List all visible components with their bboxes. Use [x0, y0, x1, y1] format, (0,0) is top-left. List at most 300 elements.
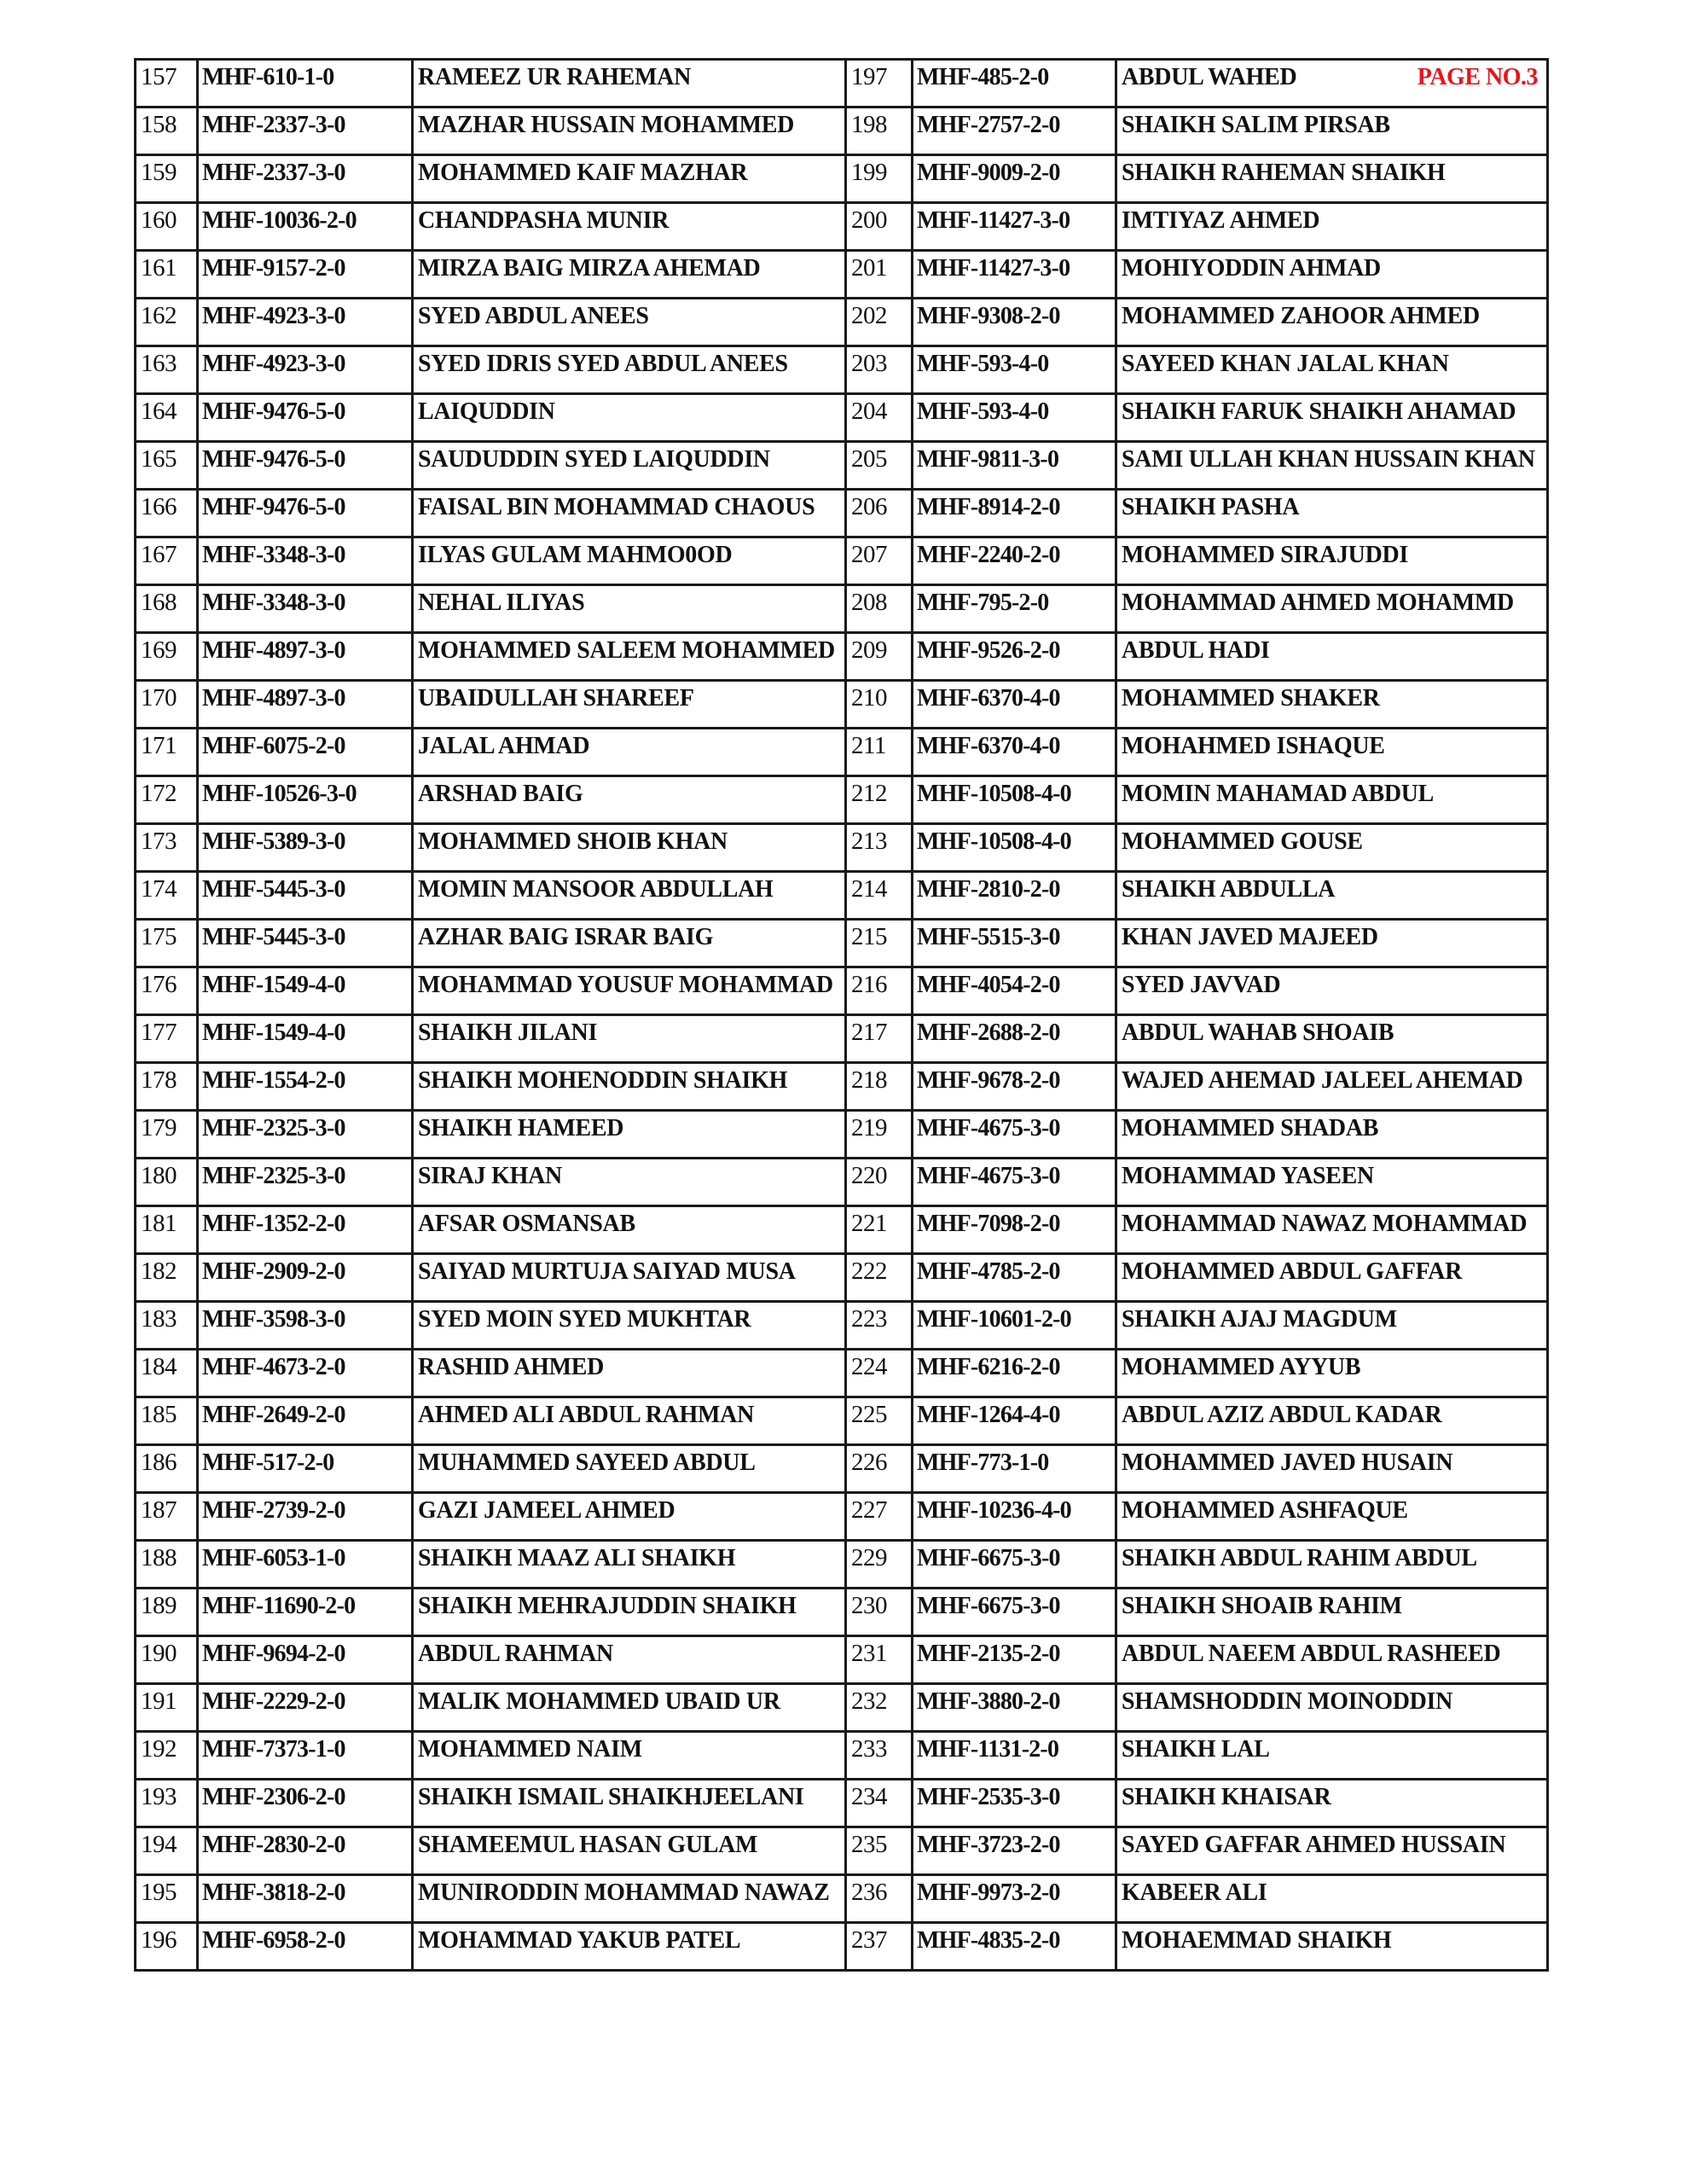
member-name: MALIK MOHAMMED UBAID UR — [418, 1688, 780, 1715]
mhf-number: MHF-8914-2-0 — [917, 494, 1060, 520]
member-name: SAYEED KHAN JALAL KHAN — [1122, 351, 1449, 377]
mhf-number-cell — [913, 1923, 1116, 1971]
mhf-number: MHF-7373-1-0 — [202, 1736, 345, 1763]
mhf-number: MHF-6075-2-0 — [202, 733, 345, 759]
mhf-number-cell — [198, 1875, 413, 1923]
serial-number: 207 — [851, 541, 887, 568]
serial-number: 171 — [141, 732, 177, 759]
member-name: KHAN JAVED MAJEED — [1122, 924, 1378, 950]
member-name: ARSHAD BAIG — [418, 781, 583, 807]
table-row — [136, 1780, 1548, 1827]
mhf-number: MHF-795-2-0 — [917, 590, 1049, 616]
serial-number: 229 — [851, 1544, 887, 1571]
member-name: MAZHAR HUSSAIN MOHAMMED — [418, 112, 795, 138]
member-name-cell — [413, 1397, 846, 1445]
serial-number-cell — [136, 155, 198, 203]
member-name-cell — [1116, 729, 1548, 776]
serial-number-cell — [846, 681, 913, 729]
serial-number: 212 — [851, 780, 887, 807]
member-name-cell — [413, 872, 846, 920]
serial-number-cell — [846, 1206, 913, 1254]
member-name: ABDUL HADI — [1122, 637, 1270, 664]
member-name: SYED ABDUL ANEES — [418, 303, 649, 329]
mhf-number-cell — [913, 1445, 1116, 1493]
mhf-number-cell — [198, 729, 413, 776]
mhf-number-cell — [913, 1684, 1116, 1732]
mhf-number-cell — [913, 1827, 1116, 1875]
member-name-cell — [1116, 1350, 1548, 1397]
serial-number: 172 — [141, 780, 177, 807]
table-row — [136, 1493, 1548, 1541]
mhf-number: MHF-10526-3-0 — [202, 781, 357, 807]
serial-number-cell — [136, 1445, 198, 1493]
serial-number: 169 — [141, 636, 177, 664]
serial-number-cell — [846, 1159, 913, 1206]
mhf-number: MHF-7098-2-0 — [917, 1211, 1060, 1237]
serial-number-cell — [846, 1063, 913, 1111]
mhf-number: MHF-6216-2-0 — [917, 1354, 1060, 1380]
member-name-cell — [413, 251, 846, 299]
serial-number: 192 — [141, 1735, 177, 1763]
serial-number: 197 — [851, 63, 887, 90]
serial-number-cell — [846, 1350, 913, 1397]
member-name-cell — [413, 1302, 846, 1350]
member-name-cell — [1116, 203, 1548, 251]
mhf-number-cell — [913, 1063, 1116, 1111]
mhf-number: MHF-2229-2-0 — [202, 1688, 345, 1715]
table-row — [136, 633, 1548, 681]
serial-number-cell — [136, 1589, 198, 1636]
serial-number-cell — [136, 107, 198, 155]
mhf-number-cell — [198, 1493, 413, 1541]
member-name: FAISAL BIN MOHAMMAD CHAOUS — [418, 494, 815, 520]
member-name: MOHAMMED SHAKER — [1122, 685, 1380, 712]
serial-number-cell — [846, 1780, 913, 1827]
serial-number: 157 — [141, 63, 177, 90]
mhf-number: MHF-9476-5-0 — [202, 446, 345, 473]
serial-number: 206 — [851, 493, 887, 520]
mhf-number-cell — [913, 1397, 1116, 1445]
serial-number: 161 — [141, 254, 177, 282]
serial-number: 182 — [141, 1258, 177, 1285]
member-name-cell — [1116, 1206, 1548, 1254]
mhf-number: MHF-11427-3-0 — [917, 207, 1070, 234]
member-name-cell — [413, 537, 846, 585]
serial-number: 223 — [851, 1305, 887, 1333]
member-name-cell — [413, 967, 846, 1015]
member-name-cell — [413, 1445, 846, 1493]
member-name-cell — [413, 1493, 846, 1541]
serial-number-cell — [136, 1397, 198, 1445]
mhf-number-cell — [913, 1350, 1116, 1397]
serial-number: 164 — [141, 398, 177, 425]
serial-number: 203 — [851, 350, 887, 377]
serial-number-cell — [136, 729, 198, 776]
mhf-number: MHF-4673-2-0 — [202, 1354, 345, 1380]
mhf-number-cell — [913, 585, 1116, 633]
serial-number: 185 — [141, 1401, 177, 1428]
serial-number-cell — [136, 1684, 198, 1732]
member-name: SHAIKH ABDUL RAHIM ABDUL — [1122, 1545, 1476, 1571]
mhf-number-cell — [198, 394, 413, 442]
serial-number-cell — [136, 1063, 198, 1111]
member-name: MOHAMMED SIRAJUDDI — [1122, 542, 1409, 568]
member-name-cell — [413, 442, 846, 490]
member-name: SHAIKH RAHEMAN SHAIKH — [1122, 160, 1446, 186]
serial-number: 181 — [141, 1210, 177, 1237]
member-name-cell — [1116, 299, 1548, 346]
table-row — [136, 681, 1548, 729]
mhf-number: MHF-9009-2-0 — [917, 160, 1060, 186]
member-name-cell — [413, 1589, 846, 1636]
member-name-cell — [1116, 920, 1548, 967]
member-name: SAYED GAFFAR AHMED HUSSAIN — [1122, 1832, 1506, 1858]
member-name-cell — [1116, 1493, 1548, 1541]
serial-number: 188 — [141, 1544, 177, 1571]
table-row — [136, 1350, 1548, 1397]
table-row — [136, 1541, 1548, 1589]
serial-number: 167 — [141, 541, 177, 568]
serial-number: 162 — [141, 302, 177, 329]
member-name: MOHAMMED SHOIB KHAN — [418, 828, 728, 855]
serial-number: 227 — [851, 1496, 887, 1524]
serial-number: 191 — [141, 1687, 177, 1715]
member-name-cell — [1116, 1684, 1548, 1732]
serial-number-cell — [136, 967, 198, 1015]
serial-number: 178 — [141, 1066, 177, 1094]
mhf-number: MHF-2535-3-0 — [917, 1784, 1060, 1810]
serial-number-cell — [136, 633, 198, 681]
member-name-cell — [413, 1159, 846, 1206]
mhf-number: MHF-6675-3-0 — [917, 1593, 1060, 1619]
table-row — [136, 394, 1548, 442]
serial-number: 204 — [851, 398, 887, 425]
serial-number-cell — [846, 394, 913, 442]
serial-number: 190 — [141, 1640, 177, 1667]
page-number-label: PAGE NO.3 — [1417, 64, 1538, 90]
serial-number-cell — [136, 60, 198, 107]
mhf-number-cell — [198, 203, 413, 251]
mhf-number: MHF-593-4-0 — [917, 398, 1049, 425]
mhf-number: MHF-485-2-0 — [917, 64, 1049, 90]
mhf-number: MHF-773-1-0 — [917, 1449, 1049, 1476]
serial-number-cell — [136, 346, 198, 394]
serial-number: 166 — [141, 493, 177, 520]
table-row — [136, 1015, 1548, 1063]
member-name: ABDUL WAHAB SHOAIB — [1122, 1019, 1394, 1046]
member-name-cell — [1116, 633, 1548, 681]
serial-number: 158 — [141, 111, 177, 138]
mhf-number-cell — [913, 1159, 1116, 1206]
table-row — [136, 251, 1548, 299]
mhf-number-cell — [198, 1732, 413, 1780]
member-name: SYED MOIN SYED MUKHTAR — [418, 1306, 751, 1333]
serial-number: 176 — [141, 971, 177, 998]
serial-number: 195 — [141, 1879, 177, 1906]
mhf-number-cell — [913, 1780, 1116, 1827]
serial-number: 165 — [141, 445, 177, 473]
serial-number-cell — [136, 1923, 198, 1971]
mhf-number: MHF-4923-3-0 — [202, 303, 345, 329]
member-name-cell — [1116, 1254, 1548, 1302]
serial-number-cell — [136, 920, 198, 967]
member-name: MOHAMMAD YASEEN — [1122, 1163, 1374, 1189]
serial-number-cell — [846, 1636, 913, 1684]
serial-number: 234 — [851, 1783, 887, 1810]
serial-number-cell — [846, 1684, 913, 1732]
mhf-number-cell — [913, 1875, 1116, 1923]
table-row — [136, 776, 1548, 824]
table-row — [136, 60, 1548, 107]
member-name: SHAIKH SHOAIB RAHIM — [1122, 1593, 1402, 1619]
serial-number-cell — [846, 60, 913, 107]
member-name-cell — [1116, 1063, 1548, 1111]
mhf-number: MHF-2337-3-0 — [202, 160, 345, 186]
member-name-cell — [413, 1827, 846, 1875]
mhf-number: MHF-9694-2-0 — [202, 1641, 345, 1667]
serial-number: 220 — [851, 1162, 887, 1189]
table-row — [136, 1111, 1548, 1159]
member-name: MOHAMMED ASHFAQUE — [1122, 1497, 1408, 1524]
mhf-number: MHF-9308-2-0 — [917, 303, 1060, 329]
table-row — [136, 1159, 1548, 1206]
member-name: ABDUL RAHMAN — [418, 1641, 613, 1667]
mhf-number: MHF-3880-2-0 — [917, 1688, 1060, 1715]
member-name: MOHAMMED AYYUB — [1122, 1354, 1361, 1380]
mhf-number-cell — [198, 872, 413, 920]
member-name: SHAIKH HAMEED — [418, 1115, 624, 1141]
serial-number-cell — [136, 1636, 198, 1684]
serial-number: 236 — [851, 1879, 887, 1906]
mhf-number: MHF-5445-3-0 — [202, 924, 345, 950]
member-name-cell — [1116, 1827, 1548, 1875]
mhf-number-cell — [198, 1589, 413, 1636]
member-name: AHMED ALI ABDUL RAHMAN — [418, 1402, 754, 1428]
member-name-cell — [413, 920, 846, 967]
serial-number-cell — [846, 1923, 913, 1971]
member-name-cell — [413, 155, 846, 203]
mhf-number: MHF-10508-4-0 — [917, 828, 1071, 855]
table-row — [136, 1923, 1548, 1971]
member-name-cell — [1116, 585, 1548, 633]
mhf-number-cell — [913, 729, 1116, 776]
serial-number-cell — [136, 1827, 198, 1875]
serial-number-cell — [136, 585, 198, 633]
member-name: MOHAMMED SALEEM MOHAMMED — [418, 637, 835, 664]
serial-number: 216 — [851, 971, 887, 998]
mhf-number: MHF-2325-3-0 — [202, 1163, 345, 1189]
member-name: SHAIKH FARUK SHAIKH AHAMAD — [1122, 398, 1516, 425]
serial-number-cell — [136, 1732, 198, 1780]
member-name-cell — [413, 681, 846, 729]
serial-number: 230 — [851, 1592, 887, 1619]
serial-number: 209 — [851, 636, 887, 664]
mhf-number-cell — [913, 346, 1116, 394]
serial-number: 170 — [141, 684, 177, 712]
mhf-number-cell — [913, 633, 1116, 681]
serial-number-cell — [136, 299, 198, 346]
member-name-cell — [1116, 155, 1548, 203]
mhf-number-cell — [913, 107, 1116, 155]
member-name: GAZI JAMEEL AHMED — [418, 1497, 675, 1524]
serial-number: 201 — [851, 254, 887, 282]
mhf-number-cell — [913, 1493, 1116, 1541]
member-name-cell — [1116, 442, 1548, 490]
table-row — [136, 1636, 1548, 1684]
member-name-cell — [1116, 872, 1548, 920]
serial-number: 159 — [141, 159, 177, 186]
mhf-number: MHF-4675-3-0 — [917, 1115, 1060, 1141]
mhf-number-cell — [913, 1302, 1116, 1350]
member-name: SHAMSHODDIN MOINODDIN — [1122, 1688, 1453, 1715]
member-name-cell — [413, 1350, 846, 1397]
mhf-number-cell — [198, 1302, 413, 1350]
serial-number-cell — [136, 1302, 198, 1350]
serial-number: 210 — [851, 684, 887, 712]
member-name: SAMI ULLAH KHAN HUSSAIN KHAN — [1122, 446, 1535, 473]
mhf-number-cell — [913, 251, 1116, 299]
serial-number-cell — [136, 203, 198, 251]
member-name-cell — [1116, 1015, 1548, 1063]
member-name: MOHAMMAD AHMED MOHAMMD — [1122, 590, 1514, 616]
serial-number: 198 — [851, 111, 887, 138]
serial-number: 224 — [851, 1353, 887, 1380]
member-name: ABDUL NAEEM ABDUL RASHEED — [1122, 1641, 1501, 1667]
serial-number-cell — [846, 729, 913, 776]
member-name: SHAIKH SALIM PIRSAB — [1122, 112, 1390, 138]
member-name: SAIYAD MURTUJA SAIYAD MUSA — [418, 1258, 796, 1285]
table-row — [136, 1206, 1548, 1254]
member-name: ILYAS GULAM MAHMO0OD — [418, 542, 733, 568]
table-row — [136, 920, 1548, 967]
serial-number-cell — [136, 1780, 198, 1827]
mhf-number-cell — [198, 251, 413, 299]
mhf-number-cell — [198, 155, 413, 203]
serial-number: 179 — [141, 1114, 177, 1141]
serial-number-cell — [136, 490, 198, 537]
member-name-cell — [1116, 1445, 1548, 1493]
mhf-number: MHF-4897-3-0 — [202, 685, 345, 712]
member-name: SHAIKH ISMAIL SHAIKHJEELANI — [418, 1784, 804, 1810]
mhf-number: MHF-6370-4-0 — [917, 733, 1060, 759]
mhf-number: MHF-9476-5-0 — [202, 398, 345, 425]
member-name-cell — [413, 346, 846, 394]
table-row — [136, 1875, 1548, 1923]
mhf-number: MHF-2688-2-0 — [917, 1019, 1060, 1046]
mhf-number: MHF-4897-3-0 — [202, 637, 345, 664]
table-row — [136, 1827, 1548, 1875]
mhf-number-cell — [913, 442, 1116, 490]
mhf-number: MHF-2739-2-0 — [202, 1497, 345, 1524]
mhf-number: MHF-6370-4-0 — [917, 685, 1060, 712]
serial-number-cell — [846, 299, 913, 346]
serial-number-cell — [846, 1254, 913, 1302]
member-name: JALAL AHMAD — [418, 733, 590, 759]
serial-number: 211 — [851, 732, 886, 759]
member-name: SIRAJ KHAN — [418, 1163, 562, 1189]
member-name-cell — [413, 585, 846, 633]
member-name-cell — [413, 776, 846, 824]
member-name: ABDUL AZIZ ABDUL KADAR — [1122, 1402, 1442, 1428]
mhf-number-cell — [198, 1923, 413, 1971]
table-row — [136, 872, 1548, 920]
serial-number: 194 — [141, 1831, 177, 1858]
member-name-cell — [413, 1015, 846, 1063]
member-list-table — [134, 58, 1549, 1972]
member-name-cell — [1116, 60, 1548, 107]
mhf-number: MHF-9526-2-0 — [917, 637, 1060, 664]
member-name: KABEER ALI — [1122, 1879, 1267, 1906]
serial-number-cell — [136, 1875, 198, 1923]
table-row — [136, 1589, 1548, 1636]
member-name-cell — [413, 1636, 846, 1684]
mhf-number: MHF-2337-3-0 — [202, 112, 345, 138]
member-name-cell — [413, 1541, 846, 1589]
serial-number-cell — [846, 1541, 913, 1589]
serial-number: 189 — [141, 1592, 177, 1619]
member-name: SYED IDRIS SYED ABDUL ANEES — [418, 351, 788, 377]
mhf-number: MHF-2649-2-0 — [202, 1402, 345, 1428]
table-row — [136, 1063, 1548, 1111]
member-name: MOHAMMAD YOUSUF MOHAMMAD — [418, 972, 833, 998]
member-name-cell — [413, 1111, 846, 1159]
serial-number-cell — [136, 394, 198, 442]
mhf-number-cell — [913, 537, 1116, 585]
serial-number: 186 — [141, 1449, 177, 1476]
member-name-cell — [413, 1780, 846, 1827]
mhf-number: MHF-11690-2-0 — [202, 1593, 356, 1619]
member-name-cell — [413, 299, 846, 346]
member-name: MOMIN MAHAMAD ABDUL — [1122, 781, 1433, 807]
member-name-cell — [1116, 107, 1548, 155]
member-name-cell — [413, 1875, 846, 1923]
mhf-number: MHF-2830-2-0 — [202, 1832, 345, 1858]
mhf-number: MHF-5515-3-0 — [917, 924, 1060, 950]
table-row — [136, 1254, 1548, 1302]
mhf-number: MHF-3723-2-0 — [917, 1832, 1060, 1858]
member-name: IMTIYAZ AHMED — [1122, 207, 1320, 234]
member-name-cell — [1116, 490, 1548, 537]
serial-number-cell — [846, 1493, 913, 1541]
table-row — [136, 1732, 1548, 1780]
member-name: SAUDUDDIN SYED LAIQUDDIN — [418, 446, 770, 473]
serial-number: 217 — [851, 1019, 887, 1046]
mhf-number: MHF-10036-2-0 — [202, 207, 357, 234]
mhf-number-cell — [913, 394, 1116, 442]
member-name-cell — [413, 1254, 846, 1302]
serial-number-cell — [846, 203, 913, 251]
member-name-cell — [1116, 1875, 1548, 1923]
member-name: SHAIKH MOHENODDIN SHAIKH — [418, 1067, 788, 1094]
serial-number: 177 — [141, 1019, 177, 1046]
mhf-number: MHF-3348-3-0 — [202, 542, 345, 568]
mhf-number-cell — [913, 1015, 1116, 1063]
mhf-number: MHF-4054-2-0 — [917, 972, 1060, 998]
member-name-cell — [413, 824, 846, 872]
serial-number-cell — [136, 442, 198, 490]
serial-number-cell — [136, 1015, 198, 1063]
member-name: MOHIYODDIN AHMAD — [1122, 255, 1381, 282]
member-name: SHAIKH KHAISAR — [1122, 1784, 1331, 1810]
serial-number: 215 — [851, 923, 887, 950]
mhf-number-cell — [913, 1732, 1116, 1780]
member-name: MOHAMMAD YAKUB PATEL — [418, 1927, 739, 1954]
serial-number: 175 — [141, 923, 177, 950]
mhf-number-cell — [913, 1589, 1116, 1636]
table-row — [136, 155, 1548, 203]
serial-number: 184 — [141, 1353, 177, 1380]
table-body — [136, 60, 1548, 1971]
